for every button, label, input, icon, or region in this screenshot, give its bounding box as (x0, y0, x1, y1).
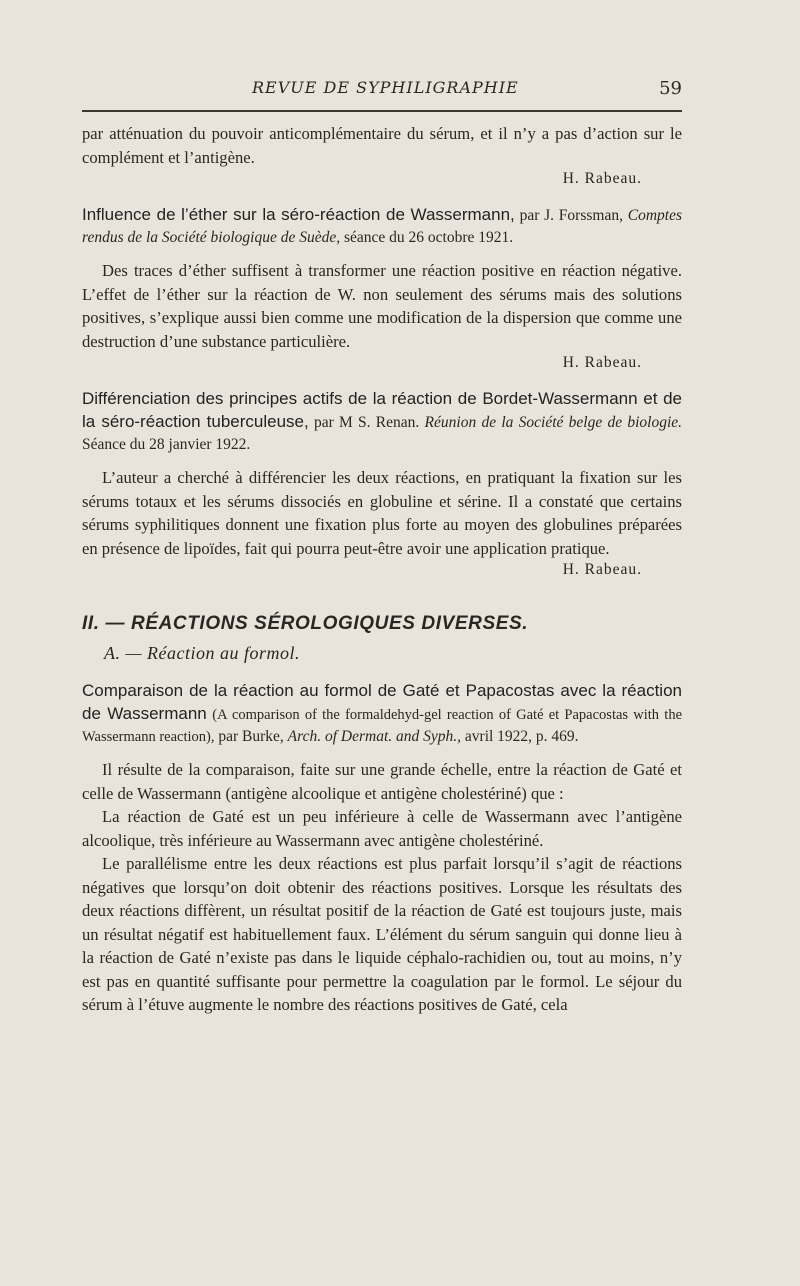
intro-signature: H. Rabeau. (562, 170, 642, 187)
entry-2-signature: H. Rabeau. (562, 561, 642, 578)
entry-3-paragraph-1: Il résulte de la comparaison, faite sur une grande échelle, entre la réaction de Gaté et celle de Wassermann (antigène alcoolique et antigène cholestériné) que : (82, 760, 682, 803)
entry-2-author: par M S. Renan. (313, 414, 420, 431)
entry-1-body: Des traces d’éther suffisent à transformer une réaction positive en réaction négative. L’effet de l’éther sur la réaction de W. non seulement des sérums mais des solutions positives, s’explique aussi bien comme une modification de la dispersion que comme une destruction d’une substance particulière. (82, 261, 682, 351)
entry-1-signature: H. Rabeau. (562, 354, 642, 371)
entry-1-author: par J. Forssman, (519, 207, 623, 224)
entry-3-author: par Burke, (218, 728, 284, 745)
entry-2-title: Différenciation des principes actifs de la réaction de Bordet-Wassermann et de la séro-réaction tuberculeuse, (82, 389, 682, 431)
entry-1-source: Comptes rendus de la Société biologique de Suède, (82, 207, 683, 246)
page-header (82, 78, 682, 102)
entry-2-date: Séance du 28 janvier 1922. (82, 436, 251, 453)
entry-3-paragraph-3: Le parallélisme entre les deux réactions est plus parfait lorsqu’il s’agit de réactions négatives que lorsqu’on doit obtenir des réactions positives. Lorsque les résultats des deux réactions diffèrent, un résultat positif de la réaction de Gaté est toujours juste, mais un résultat négatif est habituellement faux. L’élément du sérum sanguin qui donne lieu à la réaction de Gaté n’existe pas dans le liquide céphalo-rachidien ou, tout au moins, n’y est pas en quantité suffisante pour permettre la coagulation par le formol. Le séjour du sérum à l’étuve augmente le nombre des réactions positives de Gaté, cela (82, 854, 682, 1014)
entry-3-translation: (A comparison of the formaldehyd-gel reaction of Gaté et Papacostas with the Wassermann reaction), (82, 707, 683, 745)
entry-3-date: avril 1922, p. 469. (464, 728, 579, 745)
abstract-entry-2 (82, 388, 682, 456)
abstract-entry-1 (82, 204, 682, 249)
header-rule (82, 110, 682, 112)
entry-3-paragraph-2: La réaction de Gaté est un peu inférieure à celle de Wassermann avec l’antigène alcoolique, très inférieure au Wassermann avec antigène cholestériné. (82, 807, 682, 850)
entry-2-source: Réunion de la Société belge de biologie. (424, 414, 683, 431)
intro-paragraph: par atténuation du pouvoir anticomplémentaire du sérum, et il n’y a pas d’action sur le complément et l’antigène. (82, 124, 682, 167)
abstract-entry-3 (82, 680, 682, 748)
running-title: REVUE DE SYPHILIGRAPHIE (252, 78, 519, 97)
entry-1-date: séance du 26 octobre 1921. (344, 229, 514, 246)
section-heading: II. — RÉACTIONS SÉROLOGIQUES DIVERSES. (82, 613, 529, 634)
entry-2-body: L’auteur a cherché à différencier les deux réactions, en pratiquant la fixation sur les sérums totaux et les sérums dissociés en globuline et sérine. Il a constaté que certains sérums syphilitiques donnent une fixation plus forte au moyen des globulines préparées en présence de lipoïdes, fait qui pourra peut-être avoir une application pratique. (82, 468, 682, 558)
entry-1-title: Influence de l’éther sur la séro-réaction de Wassermann, (82, 205, 515, 224)
page-content (82, 122, 682, 1017)
entry-3-title: Comparaison de la réaction au formol de Gaté et Papacostas avec la réaction de Wassermann (82, 681, 682, 723)
page-number: 59 (659, 78, 682, 99)
subsection-heading: A. — Réaction au formol. (104, 643, 300, 663)
entry-3-source: Arch. of Dermat. and Syph., (287, 728, 462, 745)
